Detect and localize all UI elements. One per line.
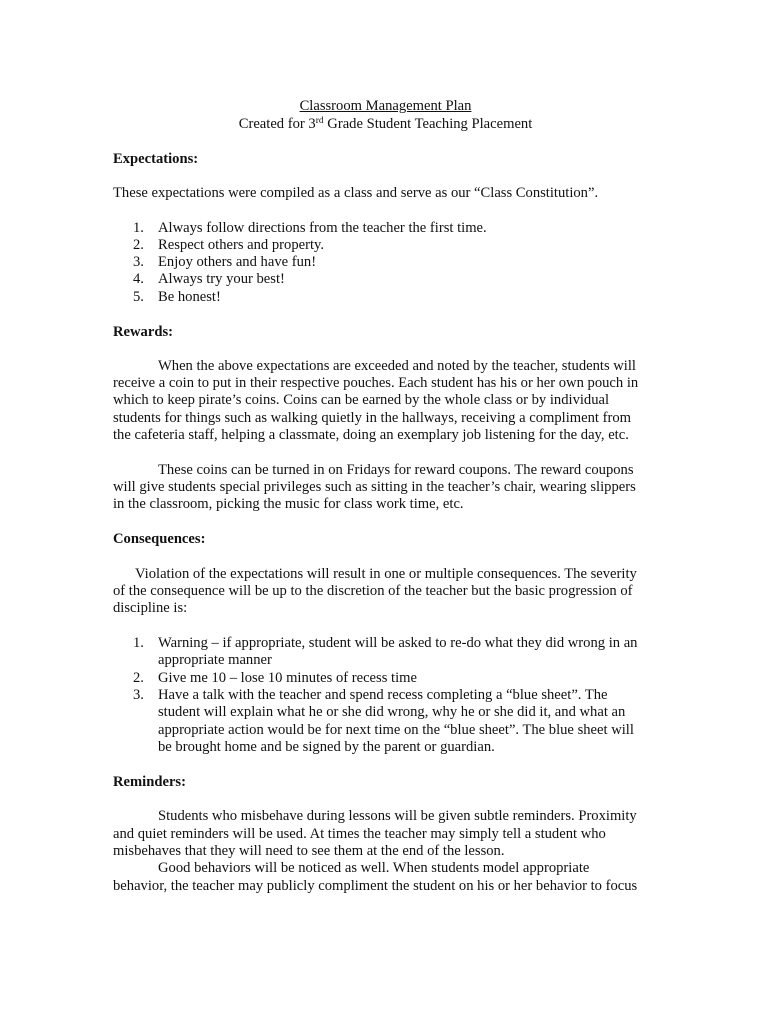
expectations-heading: Expectations: xyxy=(113,151,199,167)
document-subtitle: Created for 3rd Grade Student Teaching Placement xyxy=(238,116,533,132)
reminders-heading: Reminders: xyxy=(113,774,186,790)
expectations-intro: These expectations were compiled as a class and serve as our “Class Constitution”. xyxy=(113,185,599,201)
consequences-heading: Consequences: xyxy=(113,531,206,547)
document-title: Classroom Management Plan xyxy=(299,98,472,114)
rewards-heading: Rewards: xyxy=(113,324,173,340)
